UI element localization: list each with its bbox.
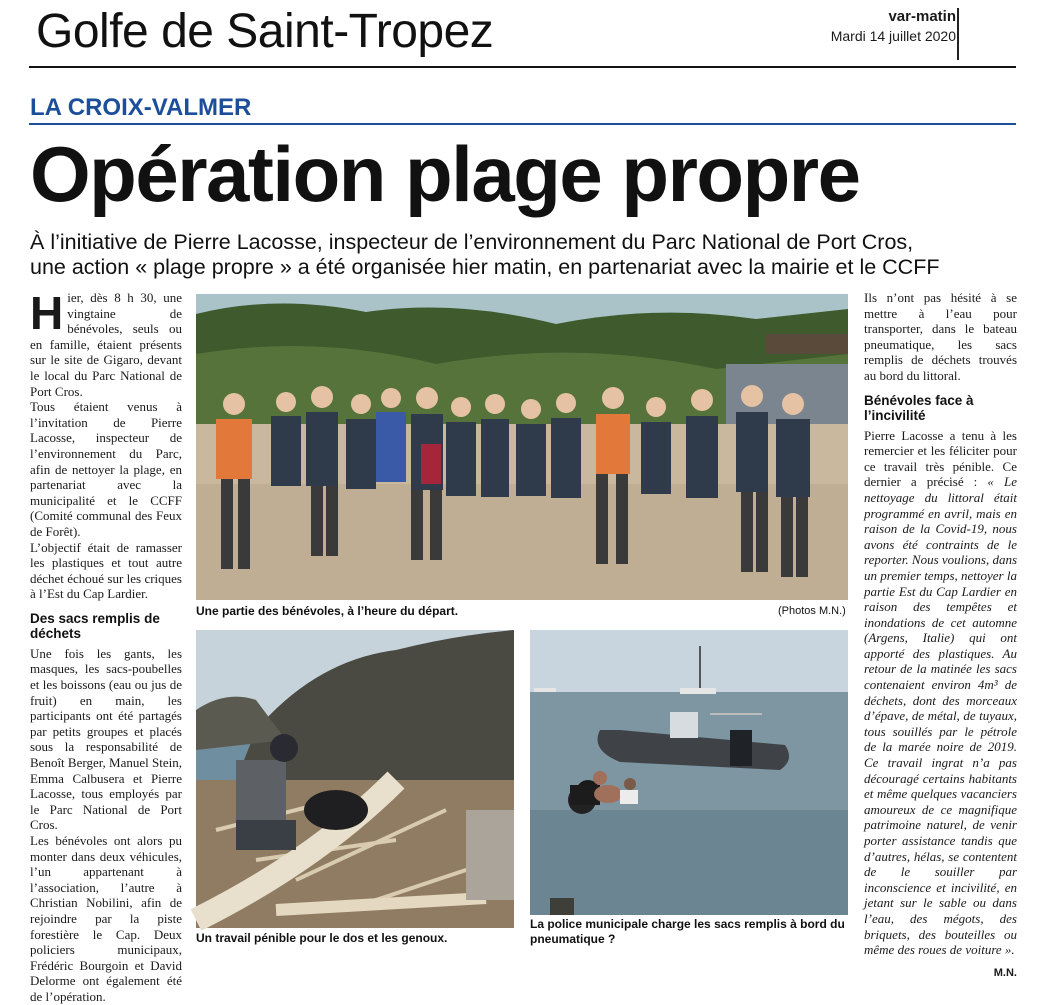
masthead-divider <box>957 8 959 60</box>
left-paragraph-1-text: ier, dès 8 h 30, une vingtaine de bénévoles, seuls ou en famille, étaient présents sur le site de Gigaro, devant le local du Parc National de Port Cros. <box>30 290 182 399</box>
photo-volunteers-group <box>196 294 848 600</box>
article-headline: Opération plage propre <box>30 130 860 218</box>
left-column <box>30 287 182 1005</box>
article-kicker: LA CROIX-VALMER <box>30 94 252 121</box>
main-photo-caption: Une partie des bénévoles, à l’heure du départ. <box>196 604 459 618</box>
left-paragraph-4: Une fois les gants, les masques, les sacs-poubelles et les boissons (eau ou jus de fruit) en main, les participants ont été partagés par petits groupes et placés sous la responsabilité de Benoît Berger, Manuel Stein, Emma Calbusera et Pierre Lacosse, tous employés par le Parc National de Port Cros. <box>30 645 182 833</box>
left-paragraph-1 <box>30 287 182 399</box>
kicker-rule <box>29 123 1016 125</box>
publication-date: Mardi 14 juillet 2020 <box>830 28 956 44</box>
left-paragraph-2: Tous étaient venus à l’invitation de Pierre Lacosse, inspecteur de l’environnement du Parc, afin de nettoyer la plage, en partenariat avec la municipalité et le CCFF (Comité communal des Feux de Forêt). <box>30 399 182 539</box>
deck-line-1: À l’initiative de Pierre Lacosse, inspecteur de l’environnement du Parc National de Port Cros, <box>30 230 914 254</box>
right-paragraph-2 <box>864 428 1017 958</box>
photo-credit: (Photos M.N.) <box>778 605 846 617</box>
masthead <box>831 8 956 46</box>
paper-name: var-matin <box>888 8 956 25</box>
header-rule <box>29 66 1016 68</box>
deck-line-2: une action « plage propre » a été organisée hier matin, en partenariat avec la mairie et le CCFF <box>30 255 940 279</box>
article-deck <box>30 230 1020 280</box>
photo-police-boat <box>530 630 848 915</box>
pierre-lacosse-quote: « Le nettoyage du littoral était programmé en avril, mais en raison de la Covid-19, nous avons été contraints de le reporter. Nous voulions, dans un premier temps, nettoyer la partie Est du Cap Lardier en raison des tempêtes et inondations de cet automne (Argens, Italie) qui ont apporté des plastiques. Au retour de la matinée les sacs contenaient environ 4m³ de déchets, dont des morceaux d’épave, de métal, de tuyaux, tous souillés par le pétrole de la marée noire de 2019. Ce travail ingrat n’a pas découragé certains habitants et même quelques vacanciers amoureux de ce magnifique patrimoine naturel, de venir porter assistance tandis que d’autres, hélas, se contentent de le souiller par inconscience et incivilité, en jetant sur le sable ou dans l’eau, des mégots, des briquets, des bouteilles ou même des roues de voiture ». <box>864 474 1018 958</box>
beach-debris-illustration <box>196 630 514 928</box>
section-title: Golfe de Saint-Tropez <box>36 5 494 58</box>
left-photo-caption: Un travail pénible pour le dos et les genoux. <box>196 931 448 945</box>
subhead-sacs: Des sacs remplis de déchets <box>30 610 160 641</box>
right-paragraph-2-text: Pierre Lacosse a tenu à les remercier et les féliciter pour ce travail très pénible. Ce dernier a précisé : <box>864 427 1017 490</box>
left-paragraph-5: Les bénévoles ont alors pu monter dans deux véhicules, l’un appartenant à l’association, l’autre à Christian Nobilini, afin de rejoindre par la piste forestière le Cap. Deux policiers municipaux, Frédéric Bourgoin et David Delorme ont également été de l’opération. <box>30 833 182 1004</box>
right-paragraph-1: Ils n’ont pas hésité à se mettre à l’eau pour transporter, dans le bateau pneumatique, les sacs remplis de déchets trouvés au bord du littoral. <box>864 290 1017 383</box>
right-photo-caption: La police municipale charge les sacs remplis à bord du pneumatique ? <box>530 917 845 946</box>
right-column <box>864 290 1017 981</box>
volunteers-group-illustration <box>196 294 848 600</box>
left-paragraph-3: L’objectif était de ramasser les plastiques et tout autre déchet échoué sur les criques à l’Est du Cap Lardier. <box>30 539 182 602</box>
drop-cap: H <box>30 287 64 339</box>
subhead-incivilite: Bénévoles face à l’incivilité <box>864 392 974 423</box>
photo-beach-debris <box>196 630 514 928</box>
author-signature: M.N. <box>993 966 1017 979</box>
police-boat-illustration <box>530 630 848 915</box>
